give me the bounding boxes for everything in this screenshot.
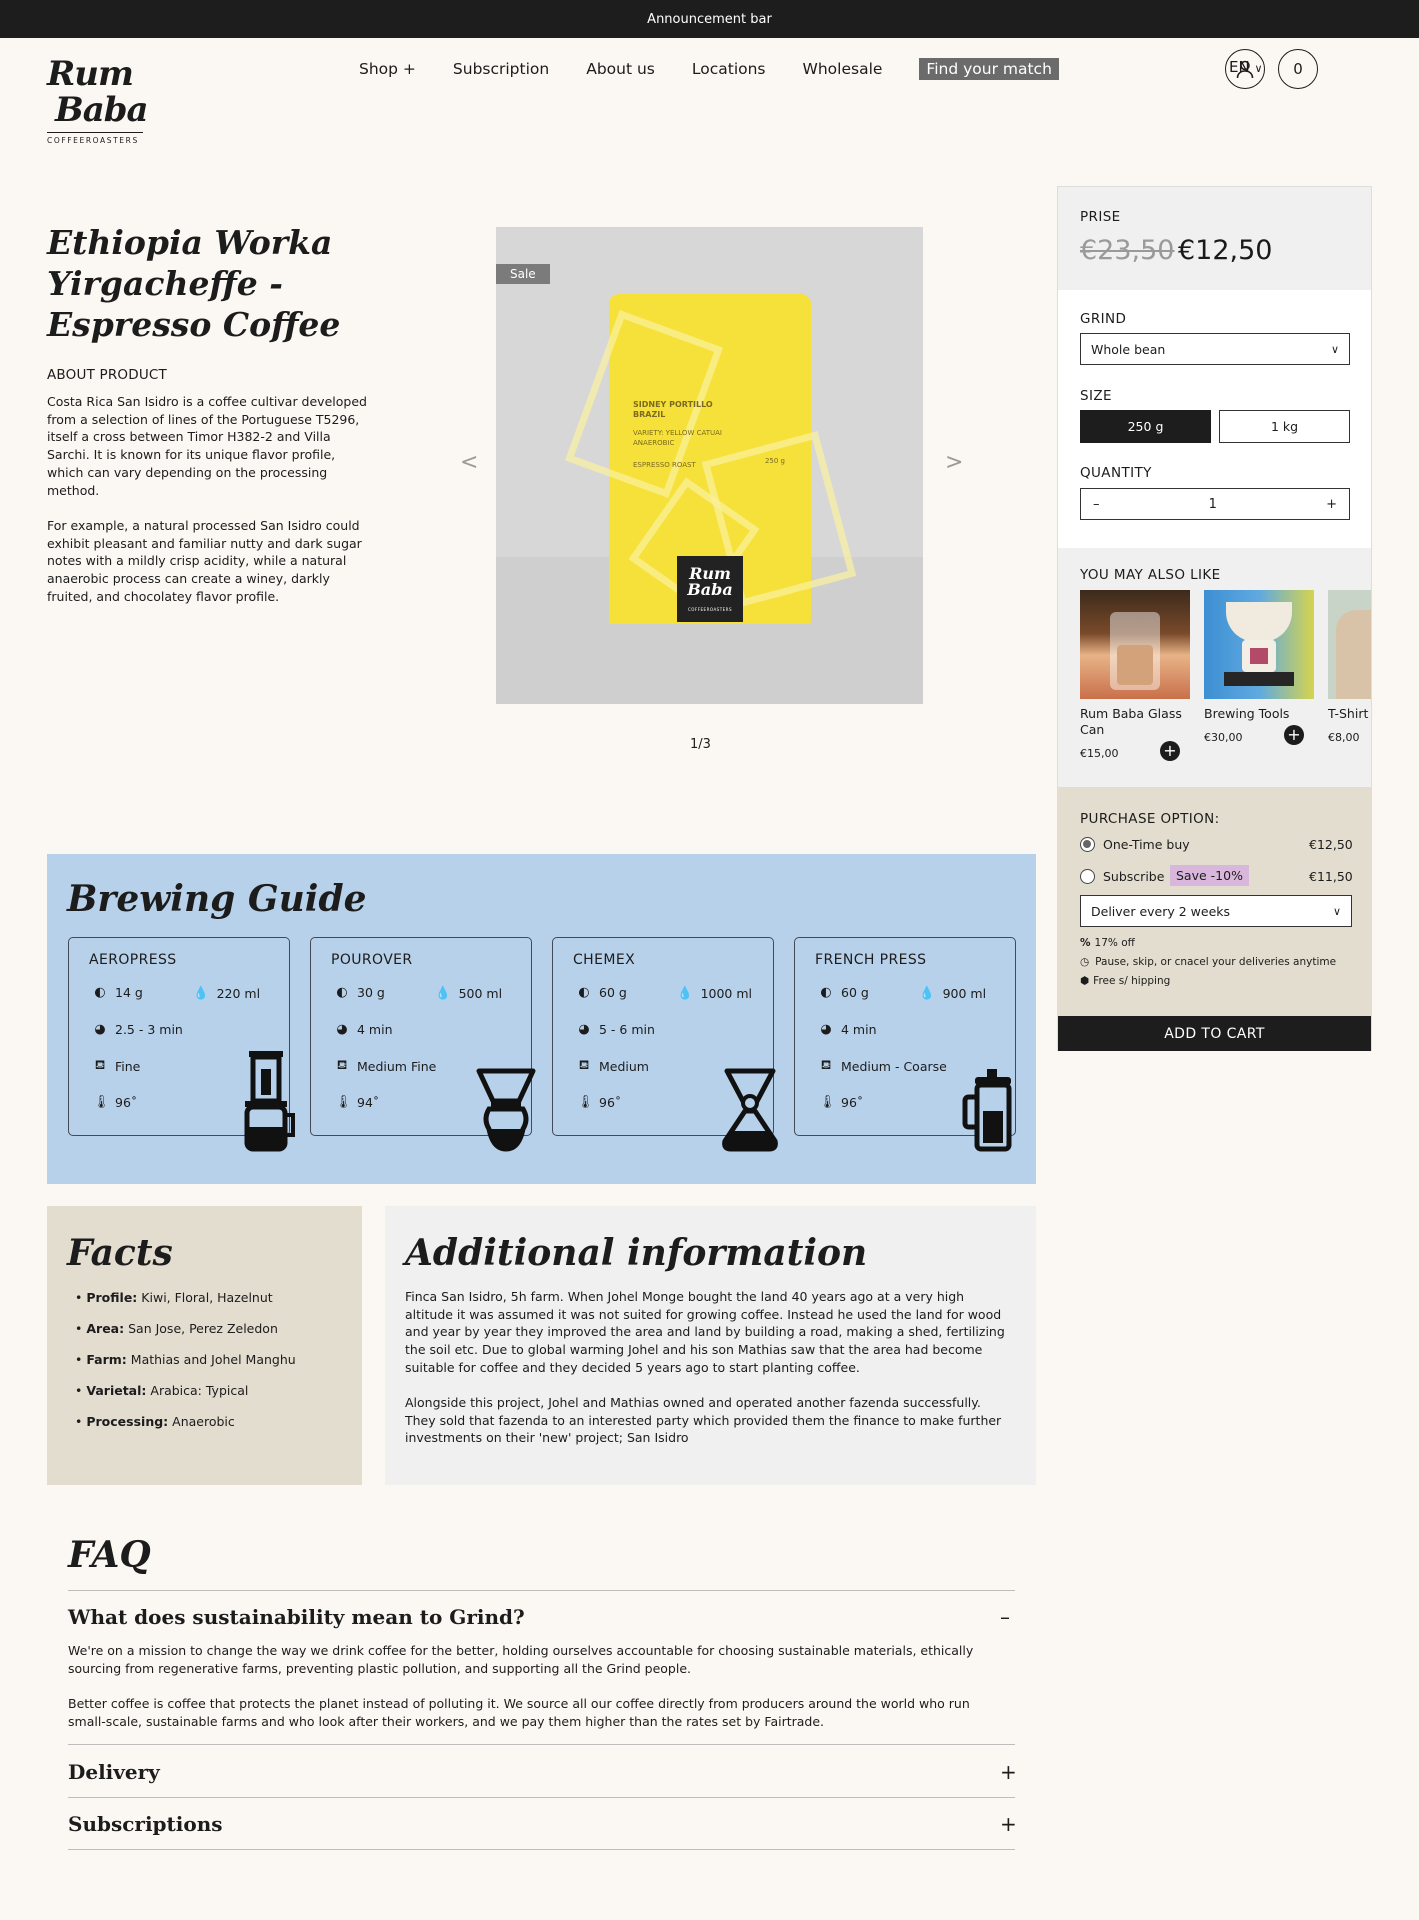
chevron-down-icon: ∨	[1330, 342, 1339, 356]
quantity-value[interactable]: 1	[1208, 496, 1217, 512]
faq-question[interactable]: Subscriptions	[68, 1812, 223, 1836]
old-price: €23,50	[1080, 235, 1175, 266]
rec-price: €8,00	[1328, 731, 1360, 744]
price-section	[1058, 187, 1371, 290]
size-option-1kg[interactable]: 1 kg	[1219, 410, 1350, 443]
divider	[68, 1849, 1015, 1850]
nav-locations[interactable]: Locations	[691, 60, 766, 78]
bean-icon: ◐	[94, 985, 106, 1000]
current-price: €12,50	[1178, 235, 1273, 266]
percent-icon: %	[1080, 937, 1091, 949]
purchase-label: PURCHASE OPTION:	[1080, 811, 1220, 827]
facts-section	[47, 1206, 362, 1485]
nav-shop[interactable]: Shop +	[359, 60, 416, 78]
additional-paragraph-2: Alongside this project, Johel and Mathias owned and operated another fazenda successfully. They sold that fazenda to an interested party which provided them the finance to make further investments on their 'new' project; San Isidro	[405, 1395, 1002, 1446]
grind-select[interactable]	[1080, 333, 1350, 365]
grinder-icon: ⛾	[820, 1058, 832, 1073]
time-value: 4 min	[841, 1022, 877, 1037]
coffee-value: 30 g	[357, 985, 385, 1000]
bag-brand-line2: Baba	[687, 580, 733, 599]
grind-value: Medium - Coarse	[841, 1059, 947, 1074]
fact-key: Area:	[86, 1321, 125, 1336]
water-amount	[919, 985, 986, 1001]
brewing-guide-title: Brewing Guide	[67, 878, 367, 920]
rec-item-brewing-tools[interactable]	[1204, 590, 1314, 744]
grind-value: Medium Fine	[357, 1059, 437, 1074]
brew-method: POUROVER	[331, 952, 413, 968]
clock-icon: ◕	[578, 1022, 590, 1037]
fact-key: Processing:	[86, 1414, 169, 1429]
expand-icon[interactable]: +	[1000, 1812, 1017, 1836]
save-badge: Save -10%	[1170, 865, 1249, 886]
coffee-amount	[577, 985, 627, 1000]
brew-time	[335, 1022, 393, 1037]
product-image-gallery	[496, 227, 923, 704]
fact-key: Profile:	[86, 1290, 138, 1305]
brew-method: FRENCH PRESS	[815, 952, 927, 968]
coffee-bag-image	[609, 294, 811, 624]
drop-icon: 💧	[919, 985, 935, 1000]
purchase-options	[1058, 787, 1371, 1016]
bag-variety: VARIETY: YELLOW CATUAI ANAEROBIC	[633, 429, 722, 447]
rec-item-tshirt[interactable]	[1328, 590, 1371, 744]
water-temp	[577, 1095, 621, 1110]
chevron-down-icon: ∨	[1254, 62, 1263, 75]
faq-answer-p2: Better coffee is coffee that protects the planet instead of polluting it. We source all our coffee directly from producers around the world who run small-scale, sustainable farms and who look after their workers, and we pay them higher than the rates set by Fairtrade.	[68, 1696, 970, 1729]
coffee-amount	[335, 985, 385, 1000]
additional-title: Additional information	[405, 1232, 868, 1274]
product-title: Ethiopia Worka Yirgacheffe - Espresso Coffee	[47, 223, 341, 344]
brewing-guide	[47, 854, 1036, 1184]
thermometer-icon: 🌡	[335, 1095, 352, 1110]
thermometer-icon: 🌡	[93, 1095, 110, 1110]
temp-value: 96˚	[115, 1095, 138, 1110]
fact-farm: • Farm: Mathias and Johel Manghu	[75, 1352, 296, 1367]
thermometer-icon: 🌡	[819, 1095, 836, 1110]
sale-badge: Sale	[496, 264, 550, 284]
water-temp	[93, 1095, 137, 1110]
price-label: PRISE	[1080, 209, 1121, 225]
grind-size	[577, 1058, 649, 1075]
grind-label: GRIND	[1080, 311, 1127, 327]
language-selector[interactable]	[1229, 58, 1263, 76]
logo-rule	[47, 132, 143, 133]
rec-name: Brewing Tools	[1204, 706, 1290, 721]
fact-key: Varietal:	[86, 1383, 147, 1398]
thermometer-icon: 🌡	[577, 1095, 594, 1110]
bean-icon: ◐	[820, 985, 832, 1000]
increment-button[interactable]: +	[1326, 496, 1337, 512]
perk-shipping	[1080, 975, 1170, 987]
nav-about[interactable]: About us	[586, 60, 655, 78]
drop-icon: 💧	[193, 985, 209, 1000]
cart-button[interactable]	[1278, 49, 1318, 89]
box-icon: ⬢	[1080, 975, 1090, 987]
grinder-icon: ⛾	[578, 1058, 590, 1073]
logo-subtitle: COFFEEROASTERS	[47, 136, 139, 145]
quantity-label: QUANTITY	[1080, 465, 1152, 481]
coffee-amount	[93, 985, 143, 1000]
aeropress-icon	[235, 1049, 297, 1153]
bag-brand-line1: Rum	[689, 564, 731, 583]
fact-value: Mathias and Johel Manghu	[130, 1352, 296, 1367]
bag-origin: SIDNEY PORTILLO BRAZIL	[633, 400, 713, 419]
logo[interactable]	[47, 56, 147, 148]
about-paragraph-1: Costa Rica San Isidro is a coffee cultivar developed from a selection of lines of the Portuguese T5296, itself a cross between Timor H382-2 and Villa Sarchi. It is known for its unique flavor profile, which can vary depending on the processing method.	[47, 394, 367, 498]
recommendations-section	[1058, 548, 1371, 787]
brew-time	[577, 1022, 655, 1037]
temp-value: 96˚	[599, 1095, 622, 1110]
rec-item-glass-can[interactable]	[1080, 590, 1190, 760]
gallery-next-button[interactable]: >	[945, 450, 964, 475]
logo-line2: Baba	[55, 90, 148, 130]
additional-paragraph-1: Finca San Isidro, 5h farm. When Johel Monge bought the land 40 years ago at a very high altitude it was assumed it was not suited for growing coffee. Instead he used the land for wood and year by year they improved the area and land by building a road, making a shed, fertilizing the soil etc. Due to global warming Johel and his son Mathias saw that the area had become suitable for coffee and they decided 5 years ago to start planting coffee.	[405, 1289, 1005, 1375]
water-temp	[819, 1095, 863, 1110]
brew-time	[819, 1022, 877, 1037]
water-amount	[193, 985, 260, 1001]
clock-icon: ◕	[336, 1022, 348, 1037]
rec-image-glass-can	[1080, 590, 1190, 699]
add-rec-button[interactable]: +	[1160, 741, 1180, 761]
fact-key: Farm:	[86, 1352, 127, 1367]
divider	[68, 1744, 1015, 1745]
grinder-icon: ⛾	[336, 1058, 348, 1073]
brew-card-french-press	[794, 937, 1016, 1136]
fact-processing: • Processing: Anaerobic	[75, 1414, 235, 1429]
announcement-bar	[0, 0, 1419, 38]
divider	[68, 1797, 1015, 1798]
rec-name: Rum Baba Glass Can	[1080, 706, 1182, 737]
grind-value: Whole bean	[1091, 341, 1166, 357]
collapse-icon[interactable]: –	[1000, 1605, 1010, 1629]
cart-count: 0	[1293, 60, 1303, 78]
faq-title: FAQ	[68, 1534, 151, 1576]
drop-icon: 💧	[677, 985, 693, 1000]
coffee-value: 14 g	[115, 985, 143, 1000]
one-time-price: €12,50	[1309, 837, 1353, 852]
bag-label	[627, 394, 793, 480]
bag-roast: ESPRESSO ROAST	[633, 461, 696, 469]
bag-weight: 250 g	[764, 457, 785, 465]
chemex-icon	[719, 1067, 781, 1153]
one-time-label[interactable]: One-Time buy	[1103, 837, 1190, 852]
water-value: 220 ml	[216, 985, 261, 1001]
additional-information	[385, 1206, 1036, 1485]
french-press-icon	[961, 1067, 1023, 1153]
brew-method: CHEMEX	[573, 952, 636, 968]
also-like-label: YOU MAY ALSO LIKE	[1080, 567, 1221, 583]
drop-icon: 💧	[435, 985, 451, 1000]
size-option-250g[interactable]: 250 g	[1080, 410, 1211, 443]
water-value: 900 ml	[942, 985, 987, 1001]
faq-question[interactable]: What does sustainability mean to Grind?	[68, 1605, 525, 1629]
find-your-match-button[interactable]: Find your match	[919, 58, 1058, 80]
clock-icon: ◷	[1080, 956, 1090, 968]
coffee-value: 60 g	[841, 985, 869, 1000]
fact-value: San Jose, Perez Zeledon	[128, 1321, 278, 1336]
about-paragraph-2: For example, a natural processed San Isidro could exhibit pleasant and familiar nutty and dark sugar notes with a mildly crisp acidity, while a natural anaerobic process can create a winey, darkly fruited, and chocolatey flavor profile.	[47, 518, 362, 604]
grind-value: Fine	[115, 1059, 141, 1074]
temp-value: 94˚	[357, 1095, 380, 1110]
perk-discount	[1080, 937, 1135, 949]
brew-card-pourover	[310, 937, 532, 1136]
rec-price: €30,00	[1204, 731, 1243, 744]
rec-name: T-Shirt	[1328, 706, 1369, 721]
bean-icon: ◐	[578, 985, 590, 1000]
time-value: 5 - 6 min	[599, 1022, 655, 1037]
delivery-frequency-select[interactable]	[1080, 895, 1352, 927]
add-to-cart-button[interactable]: ADD TO CART	[1058, 1016, 1371, 1051]
coffee-value: 60 g	[599, 985, 627, 1000]
coffee-amount	[819, 985, 869, 1000]
purchase-panel	[1057, 186, 1372, 1051]
main-nav	[359, 58, 1096, 80]
brew-card-aeropress	[68, 937, 290, 1136]
chevron-down-icon: ∨	[1332, 904, 1341, 918]
size-label: SIZE	[1080, 388, 1112, 404]
grind-size	[93, 1058, 140, 1075]
nav-wholesale[interactable]: Wholesale	[802, 60, 883, 78]
faq-answer-p1: We're on a mission to change the way we drink coffee for the better, holding ourselves accountable for choosing sustainable materials, ethically sourcing from regenerative farms, preventing plastic pollution, and supporting all the Grind people.	[68, 1643, 974, 1676]
time-value: 2.5 - 3 min	[115, 1022, 183, 1037]
announcement-text: Announcement bar	[647, 11, 772, 27]
gallery-prev-button[interactable]: <	[460, 450, 479, 475]
temp-value: 96˚	[841, 1095, 864, 1110]
fact-value: Anaerobic	[172, 1414, 235, 1429]
grinder-icon: ⛾	[94, 1058, 106, 1073]
perk-text: Free s/ hipping	[1093, 975, 1171, 987]
expand-icon[interactable]: +	[1000, 1760, 1017, 1784]
rec-image-tshirt	[1328, 590, 1371, 699]
grind-value: Medium	[599, 1059, 649, 1074]
rec-price: €15,00	[1080, 747, 1119, 760]
gallery-counter: 1/3	[690, 737, 711, 752]
water-temp	[335, 1095, 379, 1110]
clock-icon: ◕	[820, 1022, 832, 1037]
nav-subscription[interactable]: Subscription	[452, 60, 550, 78]
grind-size	[335, 1058, 436, 1075]
brew-time	[93, 1022, 183, 1037]
faq-question[interactable]: Delivery	[68, 1760, 160, 1784]
perk-flexible	[1080, 956, 1336, 968]
clock-icon: ◕	[94, 1022, 106, 1037]
fact-varietal: • Varietal: Arabica: Typical	[75, 1383, 249, 1398]
brew-method: AEROPRESS	[89, 952, 177, 968]
time-value: 4 min	[357, 1022, 393, 1037]
perk-text: Pause, skip, or cnacel your deliveries anytime	[1095, 956, 1337, 968]
subscribe-price: €11,50	[1309, 869, 1353, 884]
delivery-frequency-value: Deliver every 2 weeks	[1091, 903, 1231, 919]
subscribe-radio[interactable]	[1080, 869, 1095, 884]
fact-value: Arabica: Typical	[150, 1383, 249, 1398]
subscribe-label[interactable]: Subscribe	[1103, 869, 1165, 884]
grind-size	[819, 1058, 947, 1075]
fact-area: • Area: San Jose, Perez Zeledon	[75, 1321, 278, 1336]
language-label: EN	[1229, 58, 1250, 76]
perk-text: 17% off	[1094, 937, 1135, 949]
decrement-button[interactable]: –	[1093, 496, 1100, 512]
water-value: 1000 ml	[700, 985, 753, 1001]
one-time-radio[interactable]	[1080, 837, 1095, 852]
bean-icon: ◐	[336, 985, 348, 1000]
water-amount	[435, 985, 502, 1001]
logo-line1: Rum	[47, 54, 133, 94]
pourover-icon	[473, 1067, 539, 1153]
facts-title: Facts	[67, 1232, 173, 1274]
water-value: 500 ml	[458, 985, 503, 1001]
water-amount	[677, 985, 752, 1001]
about-heading: ABOUT PRODUCT	[47, 367, 167, 383]
add-rec-button[interactable]: +	[1284, 725, 1304, 745]
fact-profile: • Profile: Kiwi, Floral, Hazelnut	[75, 1290, 273, 1305]
rec-image-brewing-tools	[1204, 590, 1314, 699]
bag-brand-sub: COFFEEROASTERS	[687, 607, 733, 612]
divider	[68, 1590, 1015, 1591]
quantity-stepper	[1080, 488, 1350, 520]
brew-card-chemex	[552, 937, 774, 1136]
fact-value: Kiwi, Floral, Hazelnut	[141, 1290, 273, 1305]
bag-brand-badge	[677, 556, 743, 622]
